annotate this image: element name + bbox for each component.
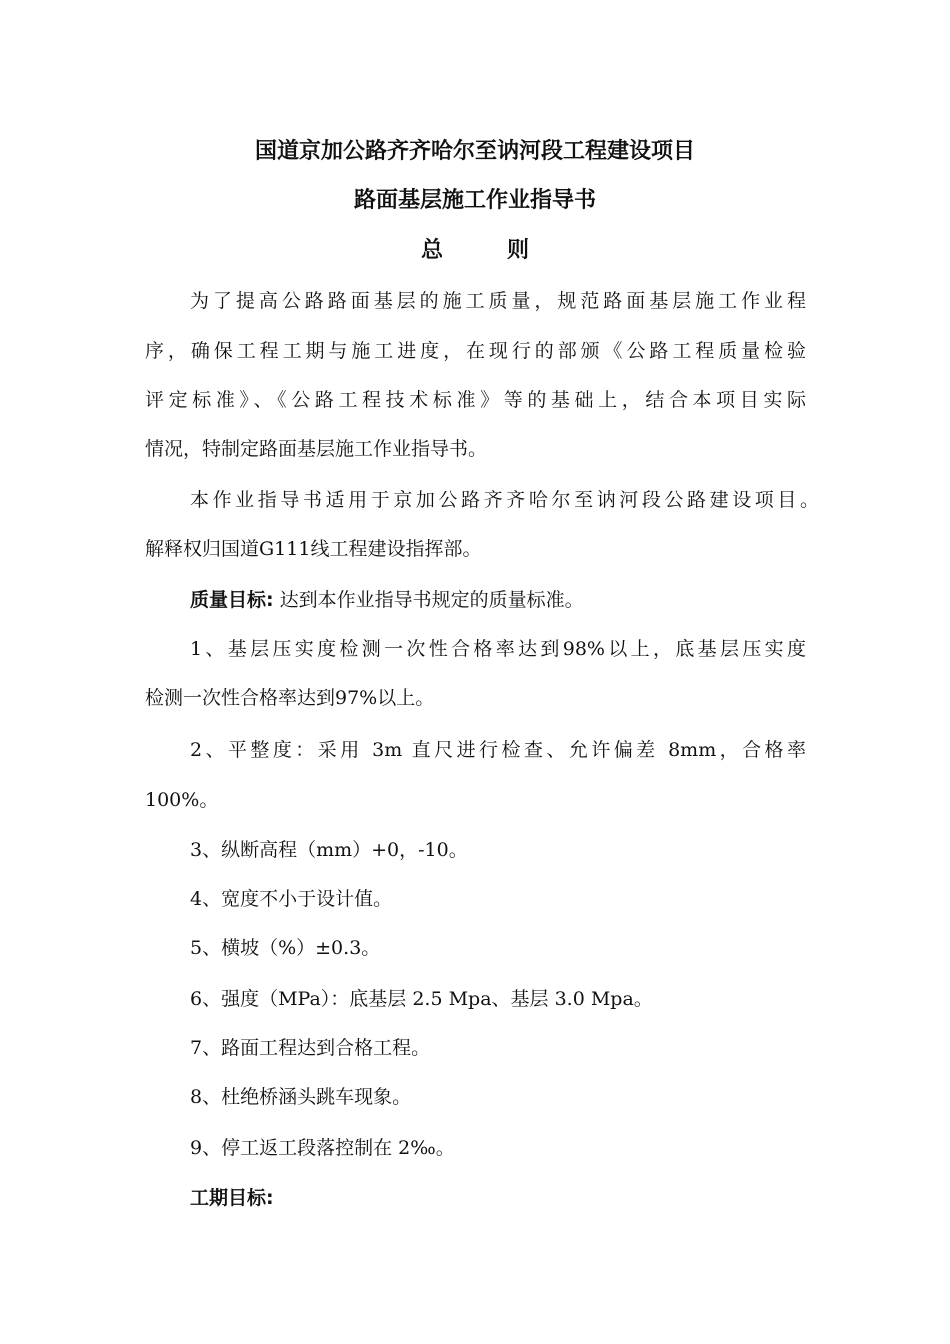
intro-line: 评定标准》、《公路工程技术标准》等的基础上，结合本项目实际 xyxy=(145,389,806,411)
intro-line: 情况，特制定路面基层施工作业指导书。 xyxy=(145,438,488,460)
document-title: 国道京加公路齐齐哈尔至讷河段工程建设项目 xyxy=(254,139,695,164)
list-item: 5、横坡（%）±0.3。 xyxy=(190,937,381,959)
list-item: 2、平整度：采用 3m 直尺进行检查、允许偏差 8mm，合格率 xyxy=(190,739,806,761)
list-item: 8、杜绝桥涵头跳车现象。 xyxy=(190,1086,412,1108)
schedule-label: 工期目标: xyxy=(190,1187,274,1209)
section-heading-general xyxy=(0,236,950,266)
list-item: 6、强度（MPa）：底基层 2.5 Mpa、基层 3.0 Mpa。 xyxy=(190,988,653,1010)
list-item: 4、宽度不小于设计值。 xyxy=(190,888,393,910)
quality-label: 质量目标: xyxy=(190,589,274,611)
list-item: 3、纵断高程（mm）+0，-10。 xyxy=(190,839,468,861)
list-item-continuation: 检测一次性合格率达到97%以上。 xyxy=(145,687,435,709)
heading-char-right: 则 xyxy=(507,238,530,263)
list-item: 9、停工返工段落控制在 2‰。 xyxy=(190,1137,455,1159)
scope-line: 本作业指导书适用于京加公路齐齐哈尔至讷河段公路建设项目。 xyxy=(190,489,819,511)
intro-line: 序，确保工程工期与施工进度，在现行的部颁《公路工程质量检验 xyxy=(145,340,806,362)
scope-line: 解释权归国道G111线工程建设指挥部。 xyxy=(145,538,482,560)
list-item: 7、路面工程达到合格工程。 xyxy=(190,1037,431,1059)
document-subtitle: 路面基层施工作业指导书 xyxy=(353,188,596,213)
heading-char-left: 总 xyxy=(420,238,443,263)
list-item: 1、基层压实度检测一次性合格率达到98%以上，底基层压实度 xyxy=(190,638,806,660)
quality-text: 达到本作业指导书规定的质量标准。 xyxy=(273,589,584,611)
intro-line: 为了提高公路路面基层的施工质量，规范路面基层施工作业程 xyxy=(190,290,806,312)
list-item-continuation: 100%。 xyxy=(145,789,219,811)
quality-objective xyxy=(190,586,584,614)
